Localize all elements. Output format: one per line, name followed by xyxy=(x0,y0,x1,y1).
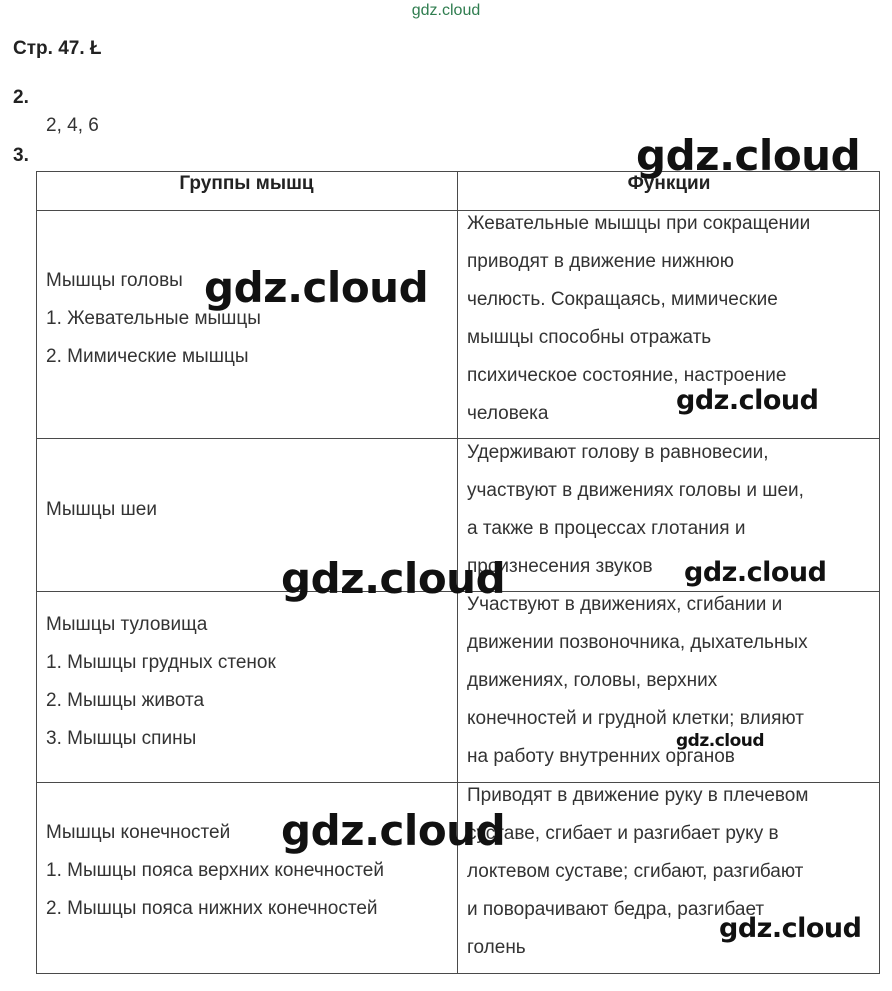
watermark: gdz.cloud xyxy=(676,385,819,416)
table-row-2-groups xyxy=(46,491,157,529)
function-line: Жевательные мышцы при сокращении xyxy=(467,213,811,234)
function-line: Участвуют в движениях, сгибании и xyxy=(467,594,783,615)
group-line: Мышцы головы xyxy=(46,270,183,291)
group-line: 2. Мышцы пояса нижних конечностей xyxy=(46,898,378,919)
table-border-right xyxy=(879,171,880,974)
question-2-answer: 2, 4, 6 xyxy=(46,115,99,136)
table-row-3-groups xyxy=(46,606,276,758)
function-line: голень xyxy=(467,937,526,958)
function-line: Удерживают голову в равновесии, xyxy=(467,442,769,463)
group-line: Мышцы шеи xyxy=(46,499,157,520)
group-line: 1. Жевательные мышцы xyxy=(46,308,261,329)
function-line: приводят в движение нижнюю xyxy=(467,251,735,272)
function-line: произнесения звуков xyxy=(467,556,653,577)
group-line: 2. Мышцы живота xyxy=(46,690,205,711)
group-line: 2. Мимические мышцы xyxy=(46,346,249,367)
function-line: движении позвоночника, дыхательных xyxy=(467,632,808,653)
watermark: gdz.cloud xyxy=(281,806,506,855)
table-header-functions: Функции xyxy=(627,173,711,194)
function-line: мышцы способны отражать xyxy=(467,327,712,348)
watermark: gdz.cloud xyxy=(204,263,429,312)
page-heading: Стр. 47. Ł xyxy=(13,38,102,59)
function-line: конечностей и грудной клетки; влияют xyxy=(467,708,804,729)
function-line: суставе, сгибает и разгибает руку в xyxy=(467,823,779,844)
function-line: на работу внутренних органов xyxy=(467,746,735,767)
table-row-3-functions xyxy=(467,586,875,776)
group-line: Мышцы конечностей xyxy=(46,822,231,843)
function-line: а также в процессах глотания и xyxy=(467,518,746,539)
watermark: gdz.cloud xyxy=(684,557,827,588)
watermark: gdz.cloud xyxy=(719,913,862,944)
table-border-left xyxy=(36,171,37,974)
function-line: участвуют в движениях головы и шеи, xyxy=(467,480,804,501)
group-line: 3. Мышцы спины xyxy=(46,728,197,749)
question-2-number: 2. xyxy=(13,87,29,108)
function-line: локтевом суставе; сгибают, разгибают xyxy=(467,861,804,882)
question-3-number: 3. xyxy=(13,145,29,166)
function-line: челюсть. Сокращаясь, мимические xyxy=(467,289,778,310)
function-line: движениях, головы, верхних xyxy=(467,670,718,691)
watermark: gdz.cloud xyxy=(636,131,861,180)
table-header-groups: Группы мышц xyxy=(179,173,314,194)
function-line: Приводят в движение руку в плечевом xyxy=(467,785,809,806)
group-line: 1. Мышцы грудных стенок xyxy=(46,652,276,673)
group-line: 1. Мышцы пояса верхних конечностей xyxy=(46,860,384,881)
function-line: человека xyxy=(467,403,549,424)
function-line: психическое состояние, настроение xyxy=(467,365,787,386)
watermark: gdz.cloud xyxy=(281,554,506,603)
group-line: Мышцы туловища xyxy=(46,614,208,635)
watermark: gdz.cloud xyxy=(676,731,765,751)
function-line: и поворачивают бедра, разгибает xyxy=(467,899,765,920)
table-border-bottom xyxy=(36,973,880,974)
top-watermark: gdz.cloud xyxy=(411,2,481,19)
